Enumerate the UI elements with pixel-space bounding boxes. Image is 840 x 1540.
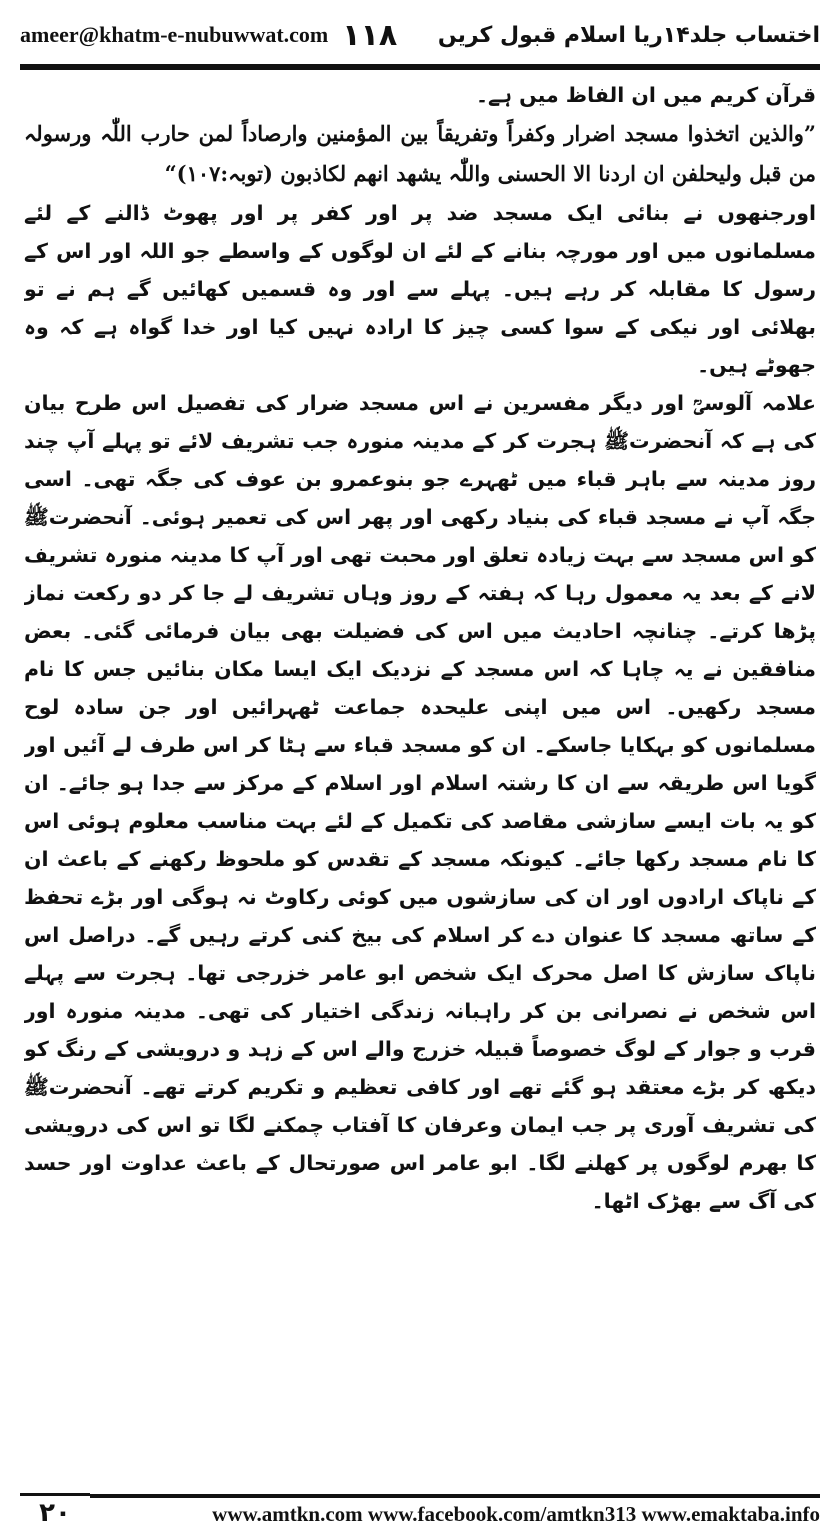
footer-page-number: ۲۰ <box>20 1493 90 1528</box>
header-rule <box>20 64 820 70</box>
header-title: اختساب جلد۱۴ریا اسلام قبول کریں <box>437 22 820 48</box>
quran-quote: ”والذین اتخذوا مسجد اضرار وکفراً وتفریقاً بین المؤمنین وارصاداً لمن حارب اللّٰہ ورسولہ من قبل ولیحلفن ان اردنا الا الحسنی واللّٰہ یشھد انھم لکاذبون (توبہ:۱۰۷)“ <box>24 121 816 186</box>
header-email: ameer@khatm-e-nubuwwat.com <box>20 22 329 47</box>
intro-line: قرآن کریم میں ان الفاظ میں ہے۔ <box>475 83 816 107</box>
page-header <box>20 12 820 58</box>
footer-urls: www.amtkn.com www.facebook.com/amtkn313 www.emaktaba.info <box>212 1502 820 1526</box>
body-paragraph: علامہ آلوسیؒ اور دیگر مفسرین نے اس مسجد ضرار کی تفصیل اس طرح بیان کی ہے کہ آنحضرتﷺ ہجرت کر کے مدینہ منورہ جب تشریف لائے تو پہلے آپ چند روز مدینہ سے باہر قباء میں ٹھہرے جو بنوعمرو بن عوف کی جگہ تھی۔ اسی جگہ آپ نے مسجد قباء کی بنیاد رکھی اور پھر اس کی تعمیر ہوئی۔ آنحضرتﷺ کو اس مسجد سے بہت زیادہ تعلق اور محبت تھی اور آپ کا مدینہ منورہ تشریف لانے کے بعد یہ معمول رہا کہ ہفتہ کے روز وہاں تشریف لے جا کر دو رکعت نماز پڑھا کرتے۔ چنانچہ احادیث میں اس کی فضیلت بھی بیان فرمائی گئی۔ بعض منافقین نے یہ چاہا کہ اس مسجد کے نزدیک ایک ایسا مکان بنائیں جس کا نام مسجد رکھیں۔ اس میں اپنی علیحدہ جماعت ٹھہرائیں اور جن سادہ لوح مسلمانوں کو بہکایا جاسکے۔ ان کو مسجد قباء سے ہٹا کر اس طرف لے آئیں اور گویا اس طریقہ سے ان کا رشتہ اسلام اور اسلام کے مرکز سے جدا ہو جائے۔ ان کو یہ بات ایسے سازشی مقاصد کی تکمیل کے لئے بہت مناسب معلوم ہوئی اس کا نام مسجد رکھا جائے۔ کیونکہ مسجد کے تقدس کو ملحوظ رکھنے کے باعث ان کے ناپاک ارادوں اور ان کی سازشوں میں کوئی رکاوٹ نہ ہوگی اور بڑے تحفظ کے ساتھ مسجد کا عنوان دے کر اسلام کی بیخ کنی کرتے رہیں گے۔ دراصل اس ناپاک سازش کا اصل محرک ایک شخص ابو عامر خزرجی تھا۔ ہجرت سے پہلے اس شخص نے نصرانی بن کر راہبانہ زندگی اختیار کی تھی۔ مدینہ منورہ اور قرب و جوار کے لوگ خصوصاً قبیلہ خزرج والے اس کے زہد و درویشی کے رنگ کو دیکھ کر بڑے معتقد ہو گئے تھے اور کافی تعظیم و تکریم کرتے تھے۔ آنحضرتﷺ کی تشریف آوری پر جب ایمان وعرفان کا آفتاب چمکنے لگا تو اس کی درویشی کا بھرم لوگوں پر کھلنے لگا۔ ابو عامر اس صورتحال کے باعث عداوت اور حسد کی آگ سے بھڑک اٹھا۔ <box>24 391 816 1213</box>
page-footer <box>20 1488 820 1532</box>
page-content <box>24 76 816 1471</box>
header-page-number: ۱۱۸ <box>342 17 398 53</box>
translation-paragraph: اورجنھوں نے بنائی ایک مسجد ضد پر اور کفر پر اور پھوٹ ڈالنے کے لئے مسلمانوں میں اور مورچہ بنانے کے لئے ان لوگوں کے واسطے جو اللہ اور اس کے رسول کا مقابلہ کر رہے ہیں۔ پہلے سے اور وہ قسمیں کھائیں گے ہم نے تو بھلائی اور نیکی کے سوا کسی چیز کا ارادہ نہیں کیا اور خدا گواہ ہے کہ وہ جھوٹے ہیں۔ <box>24 201 816 377</box>
footer-bar <box>90 1488 820 1532</box>
footer-rule <box>90 1494 820 1498</box>
header-left <box>20 18 397 53</box>
